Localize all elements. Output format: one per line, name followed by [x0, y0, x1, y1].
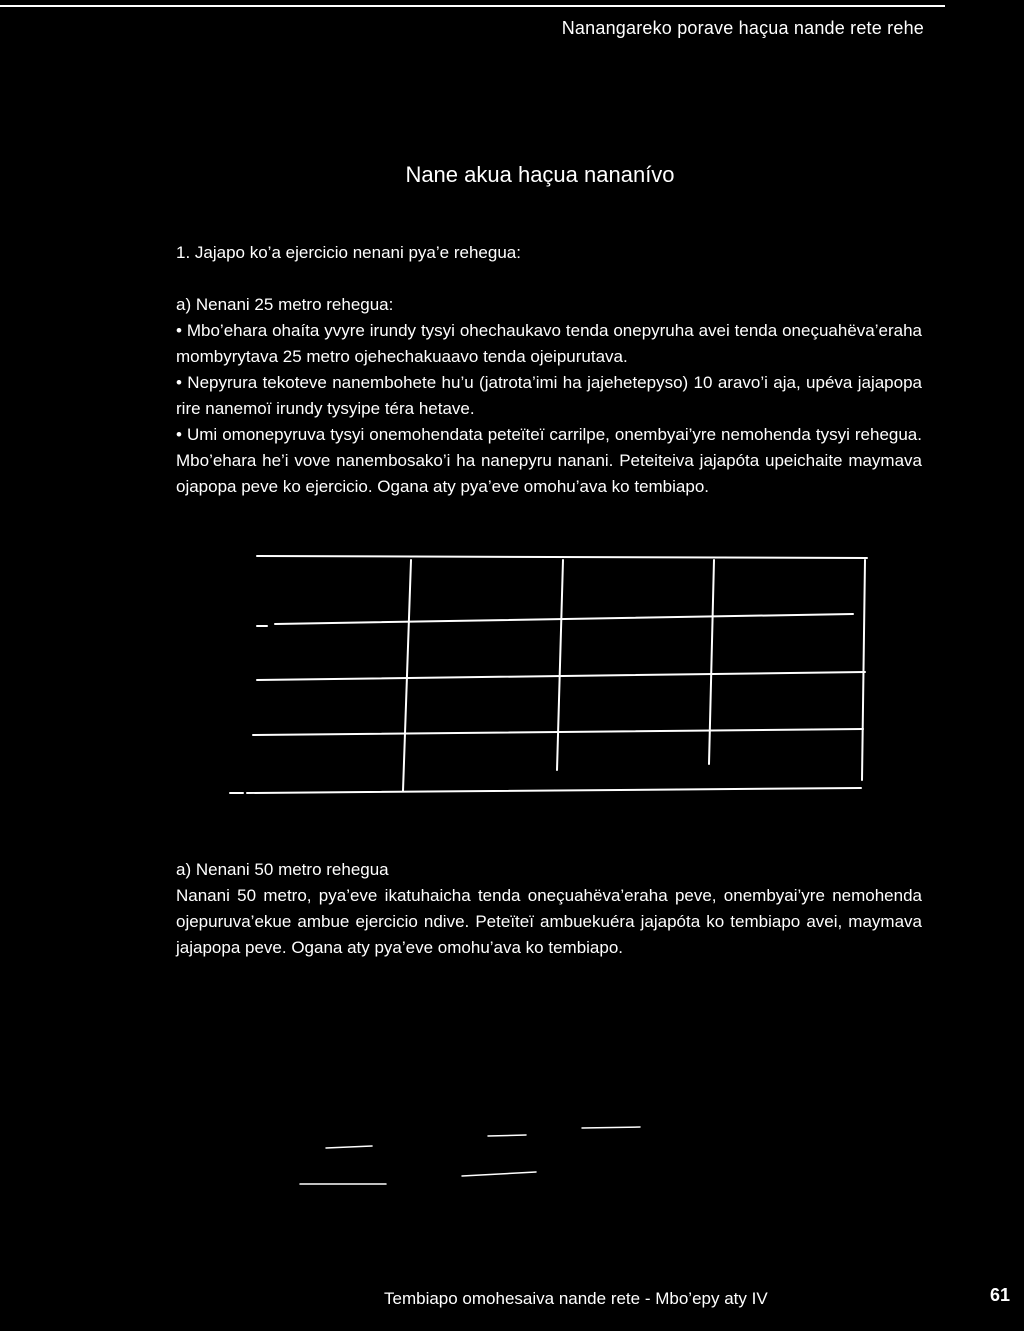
part-a-heading: a) Nenani 25 metro rehegua:	[176, 295, 394, 314]
bullet-item: • Mbo’ehara ohaíta yvyre irundy tysyi ohechaukavo tenda onepyruha avei tenda oneçuahëva’eraha mombyrytava 25 metro ojehechakuaavo tenda ojeipurutava.	[176, 321, 922, 366]
footer-title: Tembiapo omohesaiva nande rete - Mbo’epy aty IV	[384, 1289, 768, 1308]
grid-column-line-3	[709, 560, 714, 764]
grid-line-row-1	[275, 614, 853, 624]
bullet-item: • Umi omonepyruva tysyi onemohendata peteïteï carrilpe, onembyai’yre nemohenda tysyi rehegua. Mbo’ehara he’i vove nanembosako’i ha nanepyru nanani. Peteiteiva jajapóta upeichaite maymava ojapopa peve ko ejercicio. Ogana aty pya’eve omohu’ava ko tembiapo.	[176, 425, 922, 496]
running-header: Nanangareko porave haçua nande rete rehe	[561, 18, 924, 38]
question-1-title: 1. Jajapo ko’a ejercicio nenani pya’e rehegua:	[176, 243, 521, 262]
blank-line	[488, 1135, 526, 1136]
question-2-heading: a) Nenani 50 metro rehegua	[176, 860, 389, 879]
section-title: Nane akua haçua nananívo	[405, 162, 675, 187]
page-number: 61	[989, 1285, 1010, 1305]
grid-column-line-2	[557, 560, 563, 770]
blank-line	[462, 1172, 536, 1176]
answer-grid	[225, 548, 875, 798]
grid-line-bottom	[247, 788, 861, 793]
grid-line-row-2	[257, 672, 865, 680]
question-1	[176, 240, 922, 500]
blank-line	[326, 1146, 372, 1148]
answer-grid-lines	[225, 548, 875, 798]
question-2	[176, 857, 922, 961]
answer-blank-lines	[290, 1118, 650, 1193]
blank-line	[582, 1127, 640, 1128]
top-rule	[0, 5, 945, 7]
question-2-text: Nanani 50 metro, pya’eve ikatuhaicha tenda oneçuahëva’eraha peve, onembyai’yre nemohenda ojepuruva’ekue ambue ejercicio ndive. Peteïteï ambuekuéra jajapóta ko tembiapo avei, maymava jajapopa peve. Ogana aty pya’eve omohu’ava ko tembiapo.	[176, 886, 922, 957]
grid-column-line-4	[862, 560, 865, 780]
answer-blank-lines-svg	[290, 1118, 650, 1193]
grid-line-top	[257, 556, 867, 558]
bullet-item: • Nepyrura tekoteve nanembohete hu’u (jatrota’imi ha jajehetepyso) 10 aravo’i aja, upéva jajapopa rire nanemoï irundy tysyipe téra hetave.	[176, 373, 922, 418]
grid-column-line-1	[403, 560, 411, 791]
